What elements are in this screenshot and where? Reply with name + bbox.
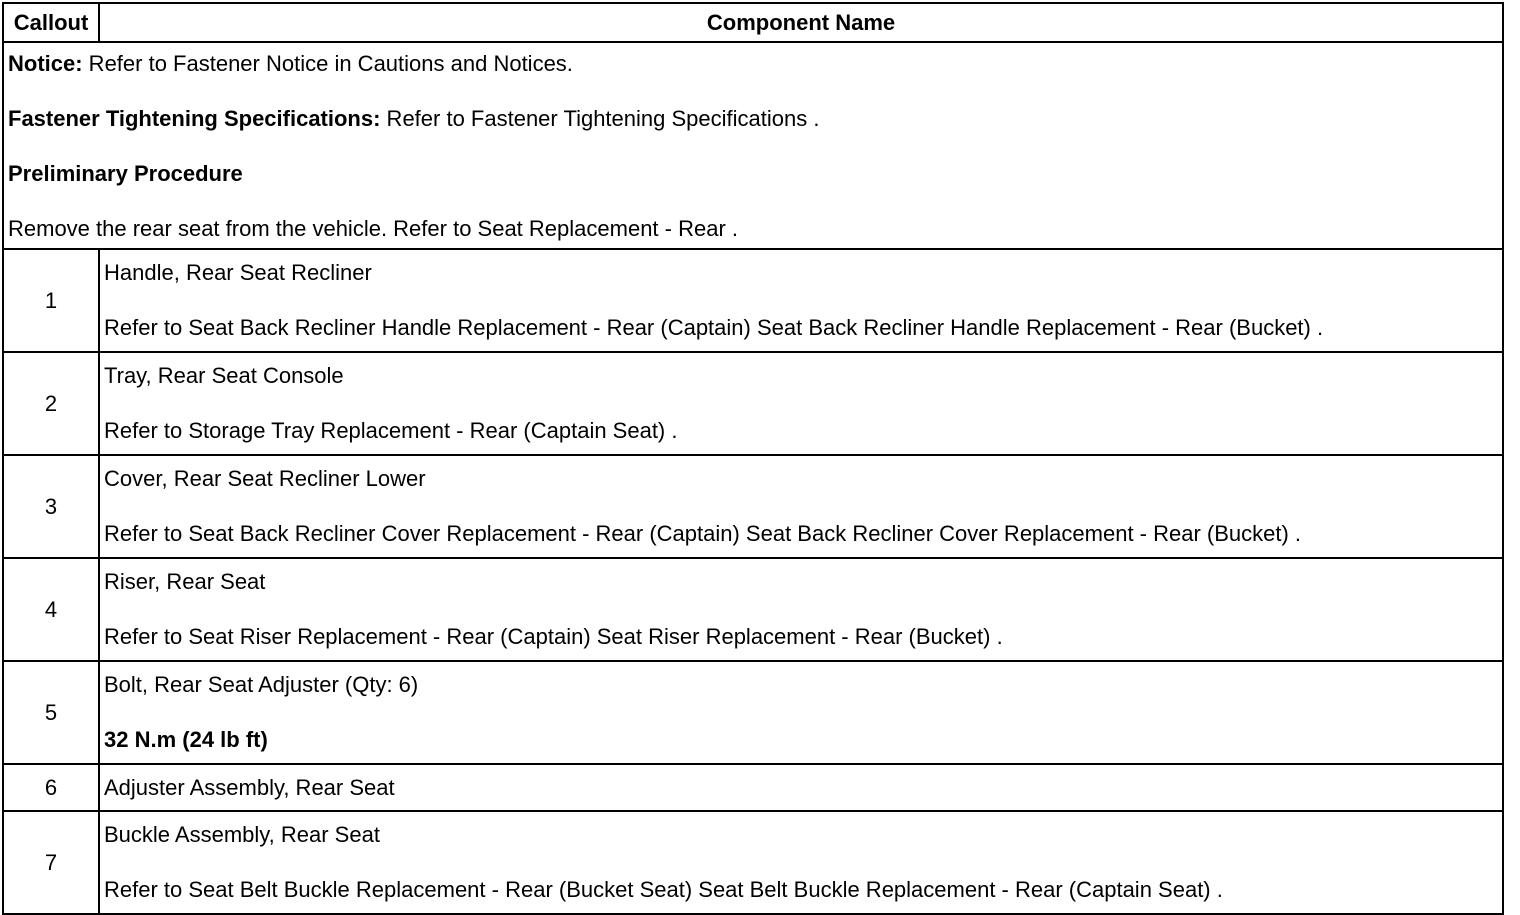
callout-cell: 1 [3,249,99,352]
component-cell [99,352,1503,455]
notice-row [3,42,1503,249]
component-cell [99,811,1503,914]
callout-header: Callout [3,3,99,42]
callout-cell: 7 [3,811,99,914]
preliminary-text: Remove the rear seat from the vehicle. Refer to Seat Replacement - Rear . [8,216,738,241]
table-row [3,352,1503,455]
notice-cell [3,42,1503,249]
table-row [3,661,1503,764]
table-row [3,764,1503,811]
torque-spec: 32 N.m (24 lb ft) [104,727,268,752]
header-row [3,3,1503,42]
component-cell [99,558,1503,661]
fastener-text: Refer to Fastener Tightening Specifications . [380,106,820,131]
component-detail: Refer to Seat Back Recliner Cover Replacement - Rear (Captain) Seat Back Recliner Cover Replacement - Rear (Bucket) . [104,521,1302,546]
component-name: Bolt, Rear Seat Adjuster (Qty: 6) [104,672,419,697]
component-name: Buckle Assembly, Rear Seat [104,822,380,847]
callout-cell: 6 [3,764,99,811]
notice-label: Notice: [8,51,83,76]
component-cell [99,764,1503,811]
component-cell [99,661,1503,764]
notice-paragraph [8,51,1498,77]
component-detail: Refer to Seat Belt Buckle Replacement - Rear (Bucket Seat) Seat Belt Buckle Replacement - Rear (Captain Seat) . [104,877,1223,902]
callout-cell: 5 [3,661,99,764]
component-name: Handle, Rear Seat Recliner [104,260,372,285]
table-row [3,455,1503,558]
table-row [3,249,1503,352]
component-detail: Refer to Storage Tray Replacement - Rear (Captain Seat) . [104,418,678,443]
table-row [3,558,1503,661]
callout-cell: 3 [3,455,99,558]
component-name: Adjuster Assembly, Rear Seat [104,774,395,800]
component-name-header: Component Name [99,3,1503,42]
component-detail: Refer to Seat Riser Replacement - Rear (Captain) Seat Riser Replacement - Rear (Bucket) . [104,624,1003,649]
component-detail: Refer to Seat Back Recliner Handle Replacement - Rear (Captain) Seat Back Recliner Handle Replacement - Rear (Bucket) . [104,315,1324,340]
callout-cell: 2 [3,352,99,455]
preliminary-heading: Preliminary Procedure [8,161,243,186]
callout-cell: 4 [3,558,99,661]
table-row [3,811,1503,914]
component-name: Tray, Rear Seat Console [104,363,344,388]
fastener-label: Fastener Tightening Specifications: [8,106,381,131]
component-cell [99,455,1503,558]
component-table [2,2,1504,915]
fastener-paragraph [8,106,1498,132]
component-name: Cover, Rear Seat Recliner Lower [104,466,426,491]
component-name: Riser, Rear Seat [104,569,266,594]
component-cell [99,249,1503,352]
notice-text: Refer to Fastener Notice in Cautions and Notices. [82,51,573,76]
